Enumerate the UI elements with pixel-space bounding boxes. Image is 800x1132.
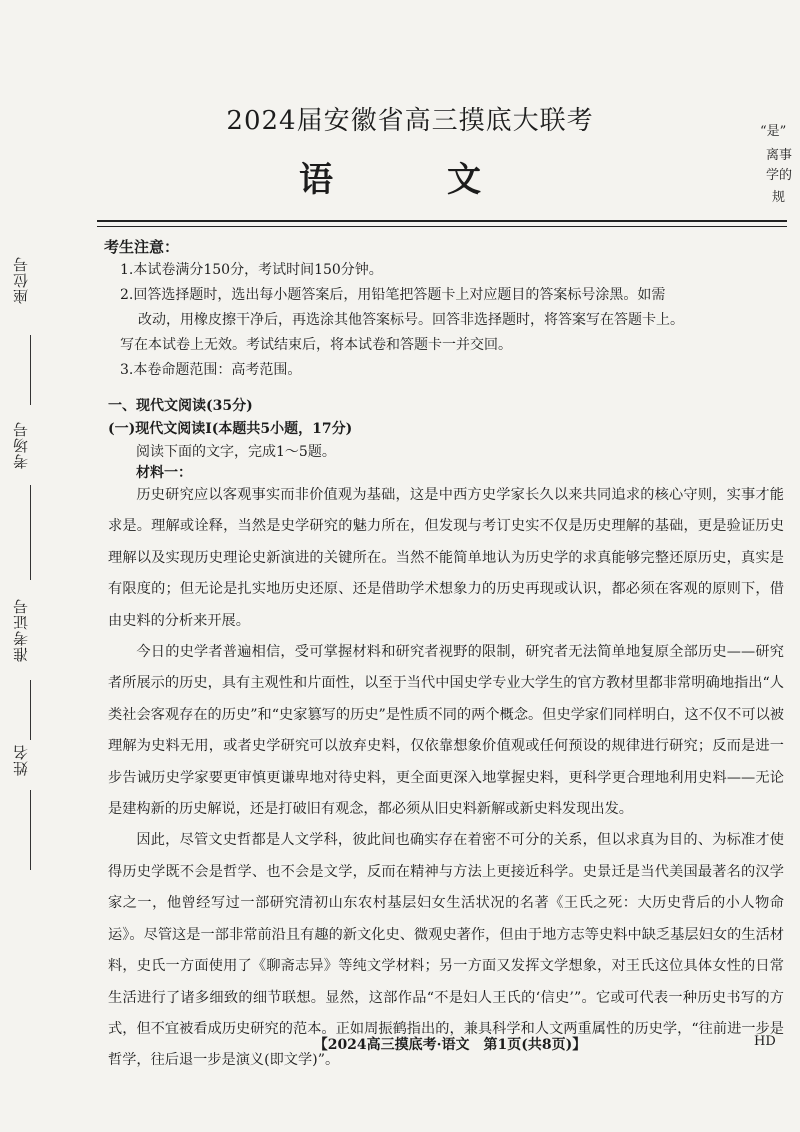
name-line [30, 790, 31, 870]
header-rule-thin [97, 226, 787, 227]
material-body [108, 480, 784, 1077]
adjacent-page-fragment-3: 学的 [766, 168, 793, 183]
paragraph-2: 今日的史学者普遍相信，受可掌握材料和研究者视野的限制，研究者无法简单地复原全部历史——研究者所展示的历史，具有主观性和片面性，以至于当代中国史学专业大学生的官方教材里都非常明确地指出“人类社会客观存在的历史”和“史家篡写的历史”是性质不同的两个概念。但史学家们同样明白，这不仅不可以被理解为史料无用，或者史学研究可以放弃史料，仅依靠想象价值观或任何预设的规律进行研究；反而是进一步告诫历史学家要更审慎更谦卑地对待史料，更全面更深入地掌握史料，更科学更合理地利用史料——无论是建构新的历史解说，还是打破旧有观念，都必须从旧史料新解或新史料发现出发。 [108, 644, 784, 818]
ticket-number-label: 准考证号 [12, 598, 30, 662]
adjacent-page-fragment-4: 规 [772, 190, 786, 205]
notice-heading: 考生注意： [104, 238, 180, 256]
part-heading: 一、现代文阅读(35分) [108, 398, 253, 414]
page-footer: 【2024高三摸底考·语文 第1页(共8页)】 [313, 1037, 587, 1053]
paragraph-1: 历史研究应以客观事实而非价值观为基础，这是中西方史学家长久以来共同追求的核心守则，实事才能求是。理解或诠释，当然是史学研究的魅力所在，但发现与考订史实不仅是历史理解的基础，更是验证历史理解以及实现历史理论史新演进的关键所在。当然不能简单地认为历史学的求真能够完整还原历史，真实是有限度的；但无论是扎实地历史还原、还是借助学术想象力的历史再现或认识，都必须在客观的原则下，借由史料的分析来开展。 [108, 487, 784, 629]
footer-code: HD [754, 1034, 776, 1049]
notice-item-2: 2.回答选择题时，选出每小题答案后，用铅笔把答题卡上对应题目的答案标号涂黑。如需 [120, 287, 666, 303]
notice-list [120, 258, 720, 383]
exam-room-label: 考场号 [12, 421, 30, 469]
paragraph-3: 因此，尽管文史哲都是人文学科，彼此间也确实存在着密不可分的关系，但以求真为目的、为标准才使得历史学既不会是哲学、也不会是文学，反而在精神与方法上更接近科学。史景迁是当代美国最著名的汉学家之一，他曾经写过一部研究清初山东农村基层妇女生活状况的名著《王氏之死：大历史背后的小人物命运》。尽管这是一部非常前沿且有趣的新文化史、微观史著作，但由于地方志等史料中缺乏基层妇女的生活材料，史氏一方面使用了《聊斋志异》等纯文学材料；另一方面又发挥文学想象，对王氏这位具体女性的日常生活进行了诸多细致的细节联想。显然，这部作品“不是妇人王氏的‘信史’”。它或可代表一种历史书写的方式，但不宜被看成历史研究的范本。正如周振鹤指出的，兼具科学和人文两重属性的历史学，“往前进一步是哲学，往后退一步是演义(即文学)”。 [108, 832, 784, 1069]
adjacent-page-fragment-1: “是” [760, 124, 787, 139]
reading-instruction: 阅读下面的文字，完成1～5题。 [136, 444, 336, 460]
material-label: 材料一： [136, 465, 192, 481]
notice-item-1: 1.本试卷满分150分，考试时间150分钟。 [120, 262, 383, 278]
name-label: 姓名 [12, 744, 30, 776]
header-rule [97, 220, 787, 222]
adjacent-page-fragment-2: 离事 [766, 148, 793, 163]
subject-title: 语 文 [299, 160, 521, 200]
notice-item-3: 3.本卷命题范围：高考范围。 [120, 362, 302, 378]
ticket-number-line [30, 680, 31, 740]
notice-item-2-cont2: 写在本试卷上无效。考试结束后，将本试卷和答题卡一并交回。 [120, 337, 512, 353]
seat-number-line [30, 335, 31, 405]
seat-number-label: 座位号 [12, 256, 30, 304]
subsection-heading: (一)现代文阅读Ⅰ(本题共5小题，17分) [108, 421, 353, 437]
exam-title: 2024届安徽省高三摸底大联考 [226, 106, 594, 136]
notice-item-2-cont: 改动，用橡皮擦干净后，再选涂其他答案标号。回答非选择题时，将答案写在答题卡上。 [138, 312, 684, 328]
exam-room-line [30, 485, 31, 580]
